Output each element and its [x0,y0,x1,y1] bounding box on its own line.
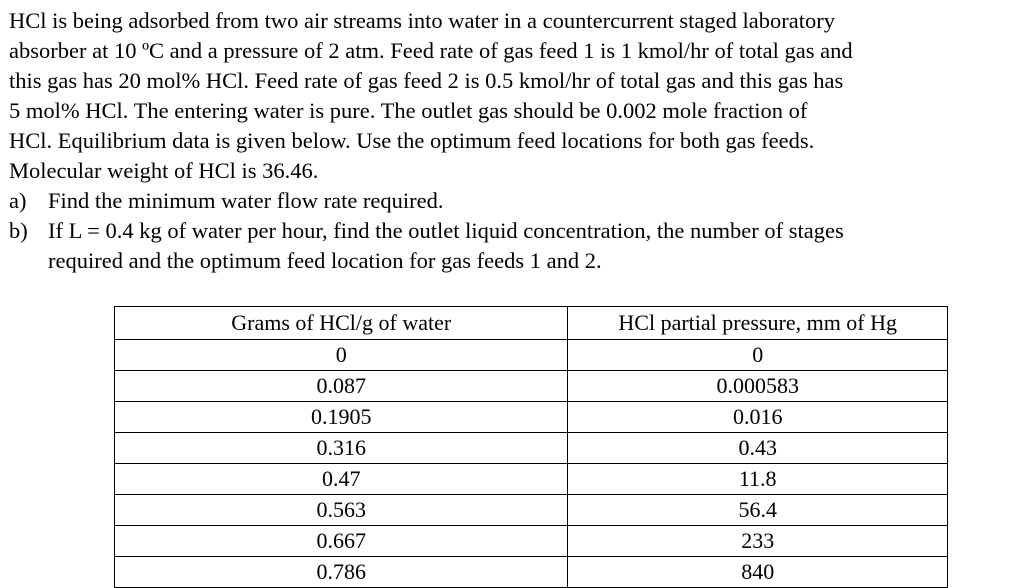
column-header: HCl partial pressure, mm of Hg [568,307,948,340]
table-cell: 840 [568,557,948,588]
table-row [115,557,948,588]
table-cell: 0.087 [115,371,568,402]
question-text: Find the minimum water flow rate required. [48,188,444,213]
question-item-a [9,186,1017,216]
question-text: If L = 0.4 kg of water per hour, find the outlet liquid concentration, the number of stages [48,218,844,243]
table-cell: 0.563 [115,495,568,526]
table-cell: 0.47 [115,464,568,495]
table-cell: 0.43 [568,433,948,464]
question-marker: a) [9,188,27,213]
problem-line: Molecular weight of HCl is 36.46. [9,158,319,183]
question-text-continued: required and the optimum feed location for gas feeds 1 and 2. [48,248,602,273]
table-cell: 0 [115,340,568,371]
table-cell: 0.1905 [115,402,568,433]
table-row [115,371,948,402]
table-cell: 0.016 [568,402,948,433]
table-cell: 56.4 [568,495,948,526]
problem-line: HCl is being adsorbed from two air streams into water in a countercurrent staged laboratory [9,8,835,33]
table-header-row [115,307,948,340]
table-cell: 0.786 [115,557,568,588]
problem-line: 5 mol% HCl. The entering water is pure. The outlet gas should be 0.002 mole fraction of [9,98,808,123]
problem-line: HCl. Equilibrium data is given below. Use the optimum feed locations for both gas feeds. [9,128,815,153]
table-row [115,402,948,433]
table-cell: 0.316 [115,433,568,464]
table-row [115,526,948,557]
question-marker: b) [9,218,28,243]
problem-statement [9,6,1017,276]
table-cell: 0.667 [115,526,568,557]
table-row [115,495,948,526]
table-cell: 11.8 [568,464,948,495]
column-header: Grams of HCl/g of water [115,307,568,340]
equilibrium-data-table [114,306,948,588]
problem-line: this gas has 20 mol% HCl. Feed rate of gas feed 2 is 0.5 kmol/hr of total gas and this gas has [9,68,844,93]
table-row [115,464,948,495]
question-item-b [9,216,1017,246]
problem-line: absorber at 10 ºC and a pressure of 2 atm. Feed rate of gas feed 1 is 1 kmol/hr of total gas and [9,38,853,63]
table-cell: 0 [568,340,948,371]
table-cell: 0.000583 [568,371,948,402]
table-cell: 233 [568,526,948,557]
table-row [115,433,948,464]
table-row [115,340,948,371]
